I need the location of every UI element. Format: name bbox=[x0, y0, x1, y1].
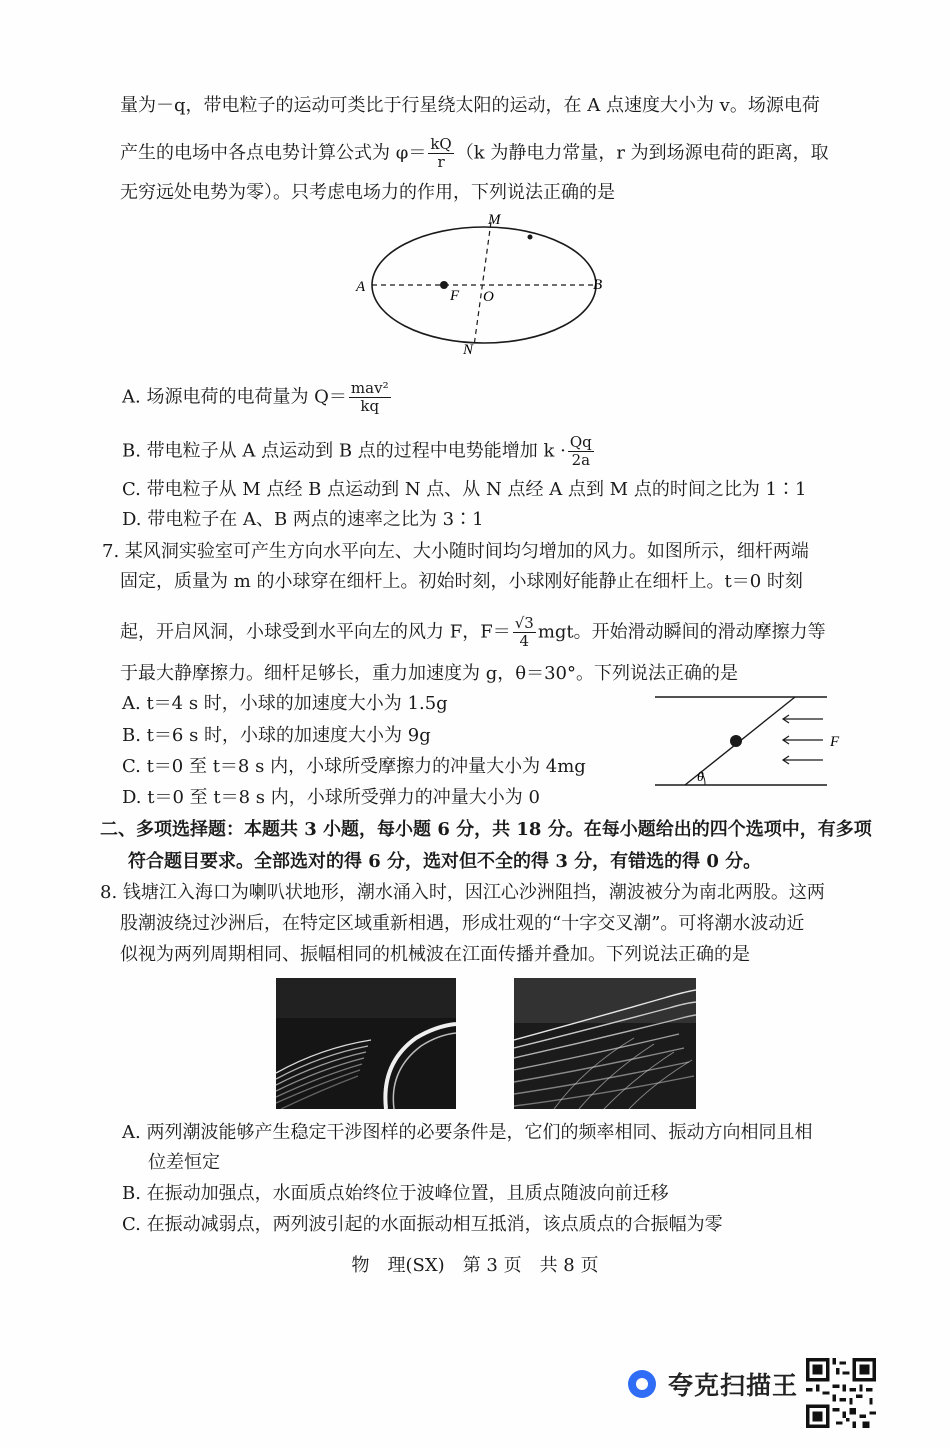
frac-denominator: 2a bbox=[571, 451, 591, 469]
scanner-watermark bbox=[628, 1363, 798, 1405]
q7-line-2: 固定，质量为 m 的小球穿在细杆上。初始时刻，小球刚好能静止在细杆上。t＝0 时刻 bbox=[120, 571, 803, 592]
q6-line-2-b: （k 为静电力常量，r 为到场源电荷的距离，取 bbox=[455, 142, 829, 164]
label-M: M bbox=[488, 212, 501, 228]
q8-line-2: 股潮波绕过沙洲后，在特定区域重新相遇，形成壮观的“十字交叉潮”。可将潮水波动近 bbox=[120, 913, 805, 934]
q7-option-C: C. t＝0 至 t＝8 s 内，小球所受摩擦力的冲量大小为 4mg bbox=[122, 756, 586, 777]
q6-line-2-a: 产生的电场中各点电势计算公式为 φ＝ bbox=[120, 142, 427, 164]
q8-line-1: 8. 钱塘江入海口为喇叭状地形，潮水涌入时，因江心沙洲阻挡，潮波被分为南北两股。这两 bbox=[100, 882, 825, 903]
frac-numerator: Qq bbox=[569, 433, 592, 451]
rod-wind-diagram bbox=[645, 688, 845, 796]
ball bbox=[730, 735, 742, 747]
charge-fraction bbox=[349, 380, 391, 415]
tidal-bore-photo-right bbox=[514, 978, 696, 1109]
q7-line-1: 7. 某风洞实验室可产生方向水平向左、大小随时间均匀增加的风力。如图所示，细杆两端 bbox=[102, 541, 809, 562]
wind-arrows bbox=[783, 715, 823, 764]
label-force-F: F bbox=[830, 734, 840, 750]
focus-charge-dot bbox=[440, 281, 448, 289]
q6-line-3: 无穷远处电势为零）。只考虑电场力的作用，下列说法正确的是 bbox=[120, 182, 615, 203]
quark-logo-icon bbox=[628, 1370, 656, 1398]
q8-line-3: 似视为两列周期相同、振幅相同的机械波在江面传播并叠加。下列说法正确的是 bbox=[120, 944, 750, 965]
q7-option-B: B. t＝6 s 时，小球的加速度大小为 9g bbox=[122, 725, 431, 746]
q6-option-D: D. 带电粒子在 A、B 两点的速率之比为 3∶1 bbox=[122, 509, 484, 530]
label-B: B bbox=[593, 277, 603, 293]
label-F: F bbox=[450, 288, 460, 304]
q8-option-B: B. 在振动加强点，水面质点始终位于波峰位置，且质点随波向前迁移 bbox=[122, 1183, 669, 1204]
section-2-heading-line-1: 二、多项选择题：本题共 3 小题，每小题 6 分，共 18 分。在每小题给出的四个选项中，有多项 bbox=[100, 819, 872, 840]
q7-option-D: D. t＝0 至 t＝8 s 内，小球所受弹力的冲量大小为 0 bbox=[122, 787, 540, 808]
label-A: A bbox=[356, 279, 366, 295]
tidal-bore-photo-left bbox=[276, 978, 456, 1109]
q6-option-C: C. 带电粒子从 M 点经 B 点运动到 N 点、从 N 点经 A 点到 M 点的时间之比为 1∶1 bbox=[122, 479, 807, 500]
q8-option-A-line-1: A. 两列潮波能够产生稳定干涉图样的必要条件是，它们的频率相同、振动方向相同且相 bbox=[122, 1122, 813, 1143]
frac-denominator: 4 bbox=[519, 632, 530, 650]
qr-code-icon bbox=[806, 1358, 876, 1428]
page-footer: 物 理(SX) 第 3 页 共 8 页 bbox=[351, 1255, 599, 1276]
q6-option-B-text: B. 带电粒子从 A 点运动到 B 点的过程中电势能增加 k · bbox=[122, 440, 566, 462]
minor-axis bbox=[474, 222, 491, 346]
ellipse-orbit-diagram bbox=[350, 208, 610, 358]
q7-line-3 bbox=[120, 615, 826, 650]
q6-line-2 bbox=[120, 136, 829, 171]
section-2-heading-line-2: 符合题目要求。全部选对的得 6 分，选对但不全的得 3 分，有错选的得 0 分。 bbox=[128, 851, 762, 872]
q7-line-4: 于最大静摩擦力。细杆足够长，重力加速度为 g，θ＝30°。下列说法正确的是 bbox=[120, 663, 738, 684]
wind-force-fraction bbox=[513, 615, 536, 650]
frac-denominator: kq bbox=[360, 397, 380, 415]
label-N: N bbox=[463, 342, 474, 358]
potential-fraction bbox=[428, 136, 453, 171]
particle-dot bbox=[528, 235, 533, 240]
q6-option-A-text: A. 场源电荷的电荷量为 Q＝ bbox=[122, 386, 347, 408]
q7-option-A: A. t＝4 s 时，小球的加速度大小为 1.5g bbox=[122, 693, 448, 714]
cross-tide-image bbox=[514, 978, 696, 1109]
frac-numerator: √3 bbox=[514, 614, 534, 632]
q6-option-A bbox=[122, 380, 393, 415]
q6-line-1: 量为－q，带电粒子的运动可类比于行星绕太阳的运动，在 A 点速度大小为 v。场源电荷 bbox=[120, 95, 820, 116]
tidal-waves-image bbox=[276, 978, 456, 1109]
q7-line-3-a: 起，开启风洞，小球受到水平向左的风力 F，F＝ bbox=[120, 621, 511, 643]
frac-numerator: kQ bbox=[430, 135, 452, 153]
label-O: O bbox=[483, 289, 494, 305]
q6-option-B bbox=[122, 434, 596, 469]
q8-option-C: C. 在振动减弱点，两列波引起的水面振动相互抵消，该点质点的合振幅为零 bbox=[122, 1214, 723, 1235]
label-theta: θ bbox=[697, 770, 704, 785]
q7-line-3-b: mgt。开始滑动瞬间的滑动摩擦力等 bbox=[537, 621, 826, 643]
energy-fraction bbox=[568, 434, 594, 469]
q8-option-A-line-2: 位差恒定 bbox=[148, 1152, 220, 1173]
scanner-brand-name: 夸克扫描王 bbox=[668, 1371, 799, 1400]
frac-numerator: mav² bbox=[350, 379, 389, 397]
frac-denominator: r bbox=[437, 153, 445, 171]
